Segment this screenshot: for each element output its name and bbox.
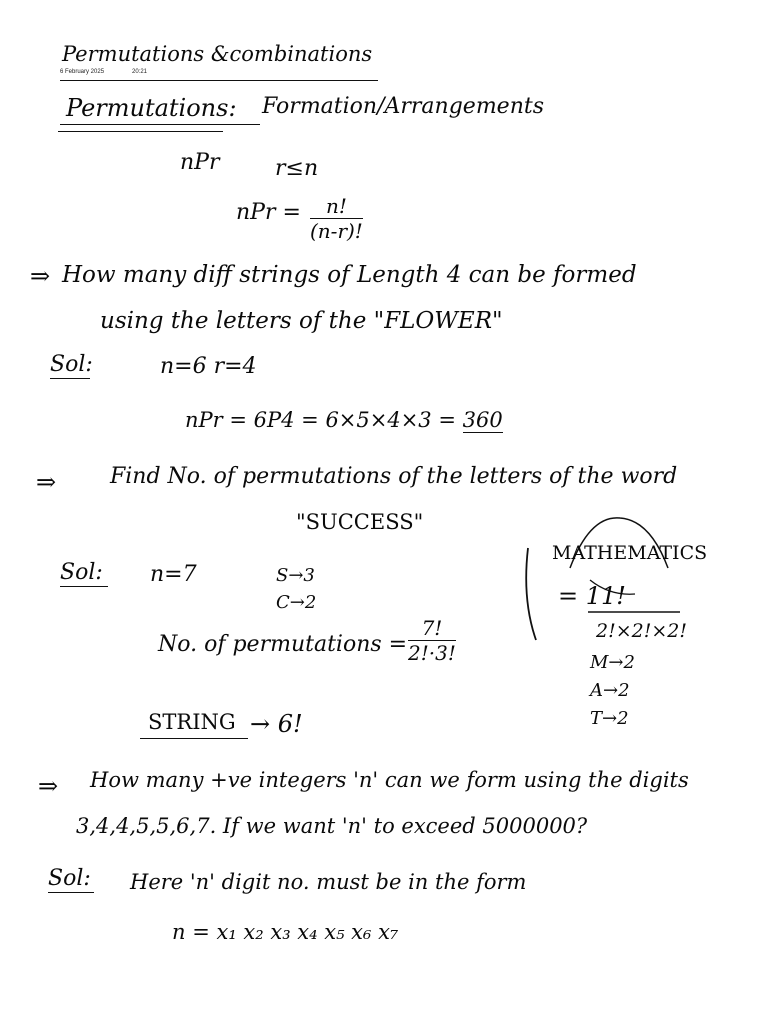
side-divider-line: [526, 548, 536, 640]
page-title: Permutations &combinations: [62, 42, 373, 66]
q3-line3: Here 'n' digit no. must be in the form: [130, 870, 527, 894]
side-denominator: 2!×2!×2!: [596, 620, 688, 642]
q1-line1: How many diff strings of Length 4 can be formed: [62, 262, 637, 288]
q3-sol-underline: [48, 892, 94, 893]
note-time: 20:21: [132, 69, 148, 75]
q1-given: n=6 r=4: [160, 354, 257, 379]
q2-n: n=7: [150, 562, 197, 587]
npr-denominator: (n-r)!: [310, 219, 363, 243]
q1-arrow: ⇒: [30, 262, 51, 290]
q2-sol-label: Sol:: [60, 560, 103, 585]
q2-string-result: → 6!: [250, 710, 303, 738]
section-heading: Permutations:: [66, 94, 237, 122]
q1-sol-label: Sol:: [50, 352, 93, 377]
side-rep-t: T→2: [590, 708, 629, 729]
npr-condition: r≤n: [275, 156, 319, 181]
side-equals: = 11!: [558, 582, 626, 610]
q3-line4: n = x₁ x₂ x₃ x₄ x₅ x₆ x₇: [172, 920, 399, 944]
q2-rep-c: C→2: [276, 592, 317, 613]
q2-string-word: STRING: [148, 710, 236, 734]
q2-word: "SUCCESS": [296, 510, 424, 534]
q1-line2: using the letters of the "FLOWER": [100, 308, 503, 334]
q3-sol-label: Sol:: [48, 866, 91, 891]
q2-perm-denominator: 2!·3!: [408, 641, 456, 665]
note-date: 6 February 2025: [60, 69, 105, 75]
section-subheading: Formation/Arrangements: [262, 94, 544, 119]
q1-answer: 360: [462, 408, 503, 432]
side-word: MATHEMATICS: [552, 542, 708, 564]
q3-arrow: ⇒: [38, 772, 59, 800]
side-rep-m: M→2: [590, 652, 635, 673]
q2-perm-label: No. of permutations =: [158, 632, 408, 657]
q3-line1: How many +ve integers 'n' can we form using the digits: [90, 768, 689, 792]
q2-line1: Find No. of permutations of the letters of the word: [110, 464, 678, 489]
q3-line2: 3,4,4,5,5,6,7. If we want 'n' to exceed 5000000?: [76, 814, 588, 838]
q1-work-expression: nPr = 6P4 = 6×5×4×3 =: [185, 408, 463, 432]
npr-definition-lhs: nPr =: [236, 200, 301, 225]
q2-arrow: ⇒: [36, 468, 57, 496]
npr-symbol: nPr: [180, 150, 220, 175]
side-rep-a: A→2: [590, 680, 630, 701]
npr-numerator: n!: [310, 196, 363, 219]
q2-rep-s: S→3: [276, 565, 315, 586]
q2-perm-numerator: 7!: [408, 618, 456, 641]
